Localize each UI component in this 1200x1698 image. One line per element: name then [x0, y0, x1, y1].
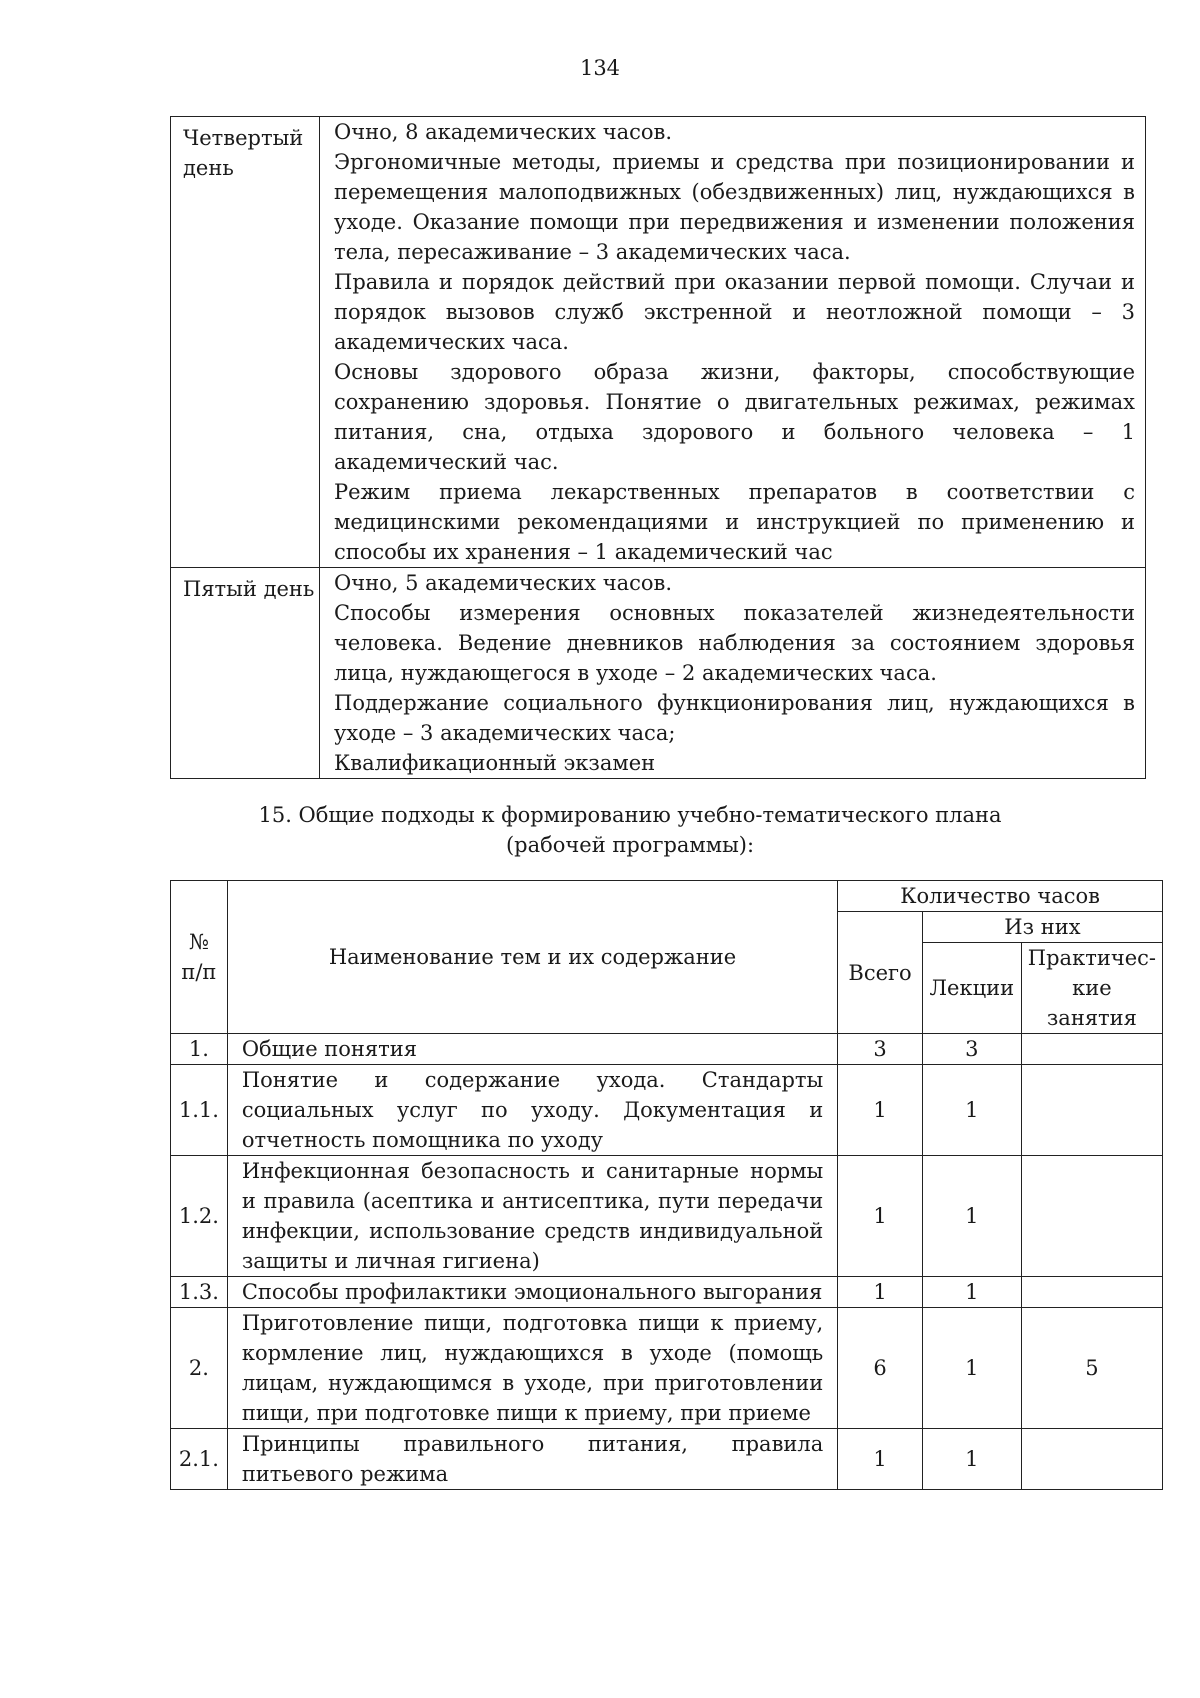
- table-row: [171, 1429, 1163, 1490]
- table-row: [171, 1034, 1163, 1065]
- schedule-line: Квалификационный экзамен: [334, 751, 656, 775]
- row-topic: Способы профилактики эмоционального выгорания: [227, 1277, 837, 1308]
- schedule-line: Очно, 5 академических часов.: [334, 571, 672, 595]
- row-total: 3: [838, 1034, 923, 1065]
- page-number: 134: [579, 56, 621, 80]
- study-plan-table: [170, 880, 1163, 1490]
- schedule-table: [170, 116, 1146, 779]
- row-lectures: 1: [922, 1065, 1021, 1156]
- row-topic: Приготовление пищи, подготовка пищи к приему, кормление лиц, нуждающихся в уходе (помощь лицам, нуждающимся в уходе, при приготовлении пищи, при подготовке пищи к приему, при приеме: [227, 1308, 837, 1429]
- schedule-line: Эргономичные методы, приемы и средства при позиционировании и перемещения малоподвижных (обездвиженных) лиц, нуждающихся в уходе. Оказание помощи при передвижения и изменении положения тела, пересаживание – 3 академических часа.: [334, 150, 1135, 264]
- schedule-row: [171, 568, 1146, 779]
- schedule-line: Поддержание социального функционирования лиц, нуждающихся в уходе – 3 академических часа;: [334, 691, 1135, 745]
- row-num: 2.1.: [171, 1429, 228, 1490]
- section-heading: [170, 800, 1090, 860]
- day-content: [320, 568, 1146, 779]
- schedule-line: Режим приема лекарственных препаратов в соответствии с медицинскими рекомендациями и инструкцией по применению и способы их хранения – 1 академический час: [334, 480, 1135, 564]
- header-hours: Количество часов: [838, 881, 1163, 912]
- row-num: 1.: [171, 1034, 228, 1065]
- row-num: 1.3.: [171, 1277, 228, 1308]
- header-row: [171, 881, 1163, 912]
- section-heading-line: (рабочей программы):: [505, 833, 755, 857]
- schedule-line: Основы здорового образа жизни, факторы, способствующие сохранению здоровья. Понятие о двигательных режимах, режимах питания, сна, отдыха здорового и больного человека – 1 академический час.: [334, 360, 1135, 474]
- day-content: [320, 117, 1146, 568]
- table-row: [171, 1156, 1163, 1277]
- row-num: 1.1.: [171, 1065, 228, 1156]
- header-total: Всего: [838, 912, 923, 1034]
- row-topic: Общие понятия: [227, 1034, 837, 1065]
- section-heading-line: 15. Общие подходы к формированию учебно-тематического плана: [258, 803, 1002, 827]
- row-total: 6: [838, 1308, 923, 1429]
- row-topic: Понятие и содержание ухода. Стандарты социальных услуг по уходу. Документация и отчетность помощника по уходу: [227, 1065, 837, 1156]
- day-label: Пятый день: [171, 568, 320, 779]
- row-practice: [1021, 1429, 1162, 1490]
- row-practice: [1021, 1156, 1162, 1277]
- table-row: [171, 1308, 1163, 1429]
- header-topic: Наименование тем и их содержание: [227, 881, 837, 1034]
- row-total: 1: [838, 1277, 923, 1308]
- row-lectures: 1: [922, 1156, 1021, 1277]
- row-lectures: 1: [922, 1308, 1021, 1429]
- header-lectures: Лекции: [922, 943, 1021, 1034]
- header-of-which: Из них: [922, 912, 1162, 943]
- header-num: № п/п: [171, 881, 228, 1034]
- row-total: 1: [838, 1065, 923, 1156]
- row-num: 2.: [171, 1308, 228, 1429]
- row-topic: Принципы правильного питания, правила питьевого режима: [227, 1429, 837, 1490]
- schedule-line: Правила и порядок действий при оказании первой помощи. Случаи и порядок вызовов служб экстренной и неотложной помощи – 3 академических часа.: [334, 270, 1135, 354]
- row-practice: [1021, 1277, 1162, 1308]
- table-row: [171, 1277, 1163, 1308]
- row-practice: [1021, 1034, 1162, 1065]
- row-topic: Инфекционная безопасность и санитарные нормы и правила (асептика и антисептика, пути передачи инфекции, использование средств индивидуальной защиты и личная гигиена): [227, 1156, 837, 1277]
- row-num: 1.2.: [171, 1156, 228, 1277]
- table-row: [171, 1065, 1163, 1156]
- row-lectures: 1: [922, 1277, 1021, 1308]
- row-total: 1: [838, 1429, 923, 1490]
- schedule-row: [171, 117, 1146, 568]
- row-lectures: 1: [922, 1429, 1021, 1490]
- header-practice: Практичес-кие занятия: [1021, 943, 1162, 1034]
- row-practice: 5: [1021, 1308, 1162, 1429]
- schedule-line: Очно, 8 академических часов.: [334, 120, 672, 144]
- day-label: Четвертый день: [171, 117, 320, 568]
- row-practice: [1021, 1065, 1162, 1156]
- row-lectures: 3: [922, 1034, 1021, 1065]
- schedule-line: Способы измерения основных показателей жизнедеятельности человека. Ведение дневников наблюдения за состоянием здоровья лица, нуждающегося в уходе – 2 академических часа.: [334, 601, 1135, 685]
- row-total: 1: [838, 1156, 923, 1277]
